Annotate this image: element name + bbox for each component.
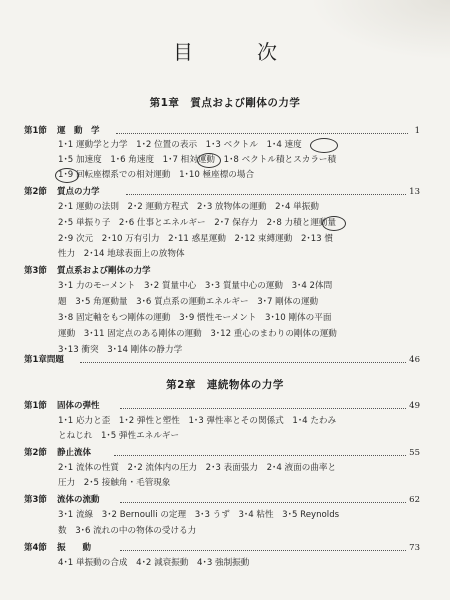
- section-page: 73: [409, 543, 420, 553]
- subsection-line: 4･1 単振動の合成 4･2 減衰振動 4･3 強制振動: [58, 558, 250, 568]
- subsection-line: 3･8 固定軸をもつ剛体の運動 3･9 慣性モーメント 3･10 剛体の平面: [58, 313, 332, 323]
- section-number: 第1章問題: [24, 355, 64, 365]
- section-title: 質点の力学: [57, 187, 100, 197]
- page-title: 目 次: [173, 40, 299, 64]
- section-title: 質点系および剛体の力学: [57, 266, 151, 276]
- leader-dots: [120, 502, 406, 503]
- subsection-line: とねじれ 1･5 弾性エネルギー: [58, 431, 180, 441]
- section-page: 1: [414, 126, 420, 136]
- section-number: 第1節: [24, 126, 47, 136]
- section-number: 第2節: [24, 448, 47, 458]
- pen-circle-mark: [55, 168, 79, 183]
- section-row: [24, 353, 420, 367]
- subsection-line: 1･1 応力と歪 1･2 弾性と塑性 1･3 弾性率とその関係式 1･4 たわみ: [58, 416, 337, 426]
- section-row: [24, 493, 420, 507]
- subsection-line: 題 3･5 角運動量 3･6 質点系の運動エネルギー 3･7 剛体の運動: [58, 297, 319, 307]
- section-number: 第3節: [24, 495, 47, 505]
- section-page: 13: [409, 187, 420, 197]
- section-row: [24, 264, 420, 278]
- subsection-line: 1･5 加速度 1･6 角速度 1･7 相対運動 1･8 ベクトル積とスカラー積: [58, 155, 337, 165]
- subsection-line: 2･1 流体の性質 2･2 流体内の圧力 2･3 表面張力 2･4 液面の曲率と: [58, 463, 337, 473]
- subsection-line: 2･9 次元 2･10 万有引力 2･11 惑星運動 2･12 束縛運動 2･13 慣: [58, 234, 333, 244]
- section-row: [24, 124, 420, 138]
- section-number: 第1節: [24, 401, 47, 411]
- leader-dots: [80, 362, 406, 363]
- section-title: 静止流体: [57, 448, 92, 458]
- section-title: 運 動 学: [57, 126, 100, 136]
- leader-dots: [120, 408, 406, 409]
- leader-dots: [126, 194, 406, 195]
- subsection-line: 1･1 運動学と力学 1･2 位置の表示 1･3 ベクトル 1･4 速度: [58, 140, 302, 150]
- pen-circle-mark: [310, 138, 338, 153]
- section-page: 62: [409, 495, 420, 505]
- section-number: 第4節: [24, 543, 47, 553]
- subsection-line: 2･1 運動の法則 2･2 運動方程式 2･3 放物体の運動 2･4 単振動: [58, 202, 319, 212]
- leader-dots: [114, 455, 406, 456]
- pen-circle-mark: [197, 153, 221, 168]
- section-row: [24, 541, 420, 555]
- subsection-line: 3･13 衝突 3･14 剛体の静力学: [58, 345, 183, 355]
- section-page: 55: [409, 448, 420, 458]
- leader-dots: [116, 133, 408, 134]
- subsection-line: 2･5 単振り子 2･6 仕事とエネルギー 2･7 保存力 2･8 力積と運動量: [58, 218, 337, 228]
- chapter-1-heading: 第1章 質点および剛体の力学: [149, 97, 301, 109]
- subsection-line: 1･9 回転座標系での相対運動 1･10 極座標の場合: [58, 170, 255, 180]
- subsection-line: 運動 3･11 固定点のある剛体の運動 3･12 重心のまわりの剛体の運動: [58, 329, 337, 339]
- subsection-line: 性力 2･14 地球表面上の放物体: [58, 249, 185, 259]
- leader-dots: [120, 550, 406, 551]
- section-row: [24, 446, 420, 460]
- section-page: 46: [409, 355, 420, 365]
- chapter-2-heading: 第2章 連続物体の力学: [166, 379, 284, 391]
- subsection-line: 圧力 2･5 接触角・毛管現象: [58, 478, 171, 488]
- section-title: 流体の流動: [57, 495, 100, 505]
- section-title: 固体の弾性: [57, 401, 100, 411]
- subsection-line: 数 3･6 流れの中の物体の受ける力: [58, 526, 197, 536]
- section-title: 振 動: [57, 543, 92, 553]
- subsection-line: 3･1 流線 3･2 Bernoulli の定理 3･3 うず 3･4 粘性 3･5 Reynolds: [58, 510, 340, 520]
- pen-circle-mark: [322, 216, 346, 231]
- subsection-line: 3･1 力のモーメント 3･2 質量中心 3･3 質量中心の運動 3･4 2体問: [58, 281, 333, 291]
- section-number: 第2節: [24, 187, 47, 197]
- section-page: 49: [409, 401, 420, 411]
- section-row: [24, 399, 420, 413]
- section-number: 第3節: [24, 266, 47, 276]
- section-row: [24, 185, 420, 199]
